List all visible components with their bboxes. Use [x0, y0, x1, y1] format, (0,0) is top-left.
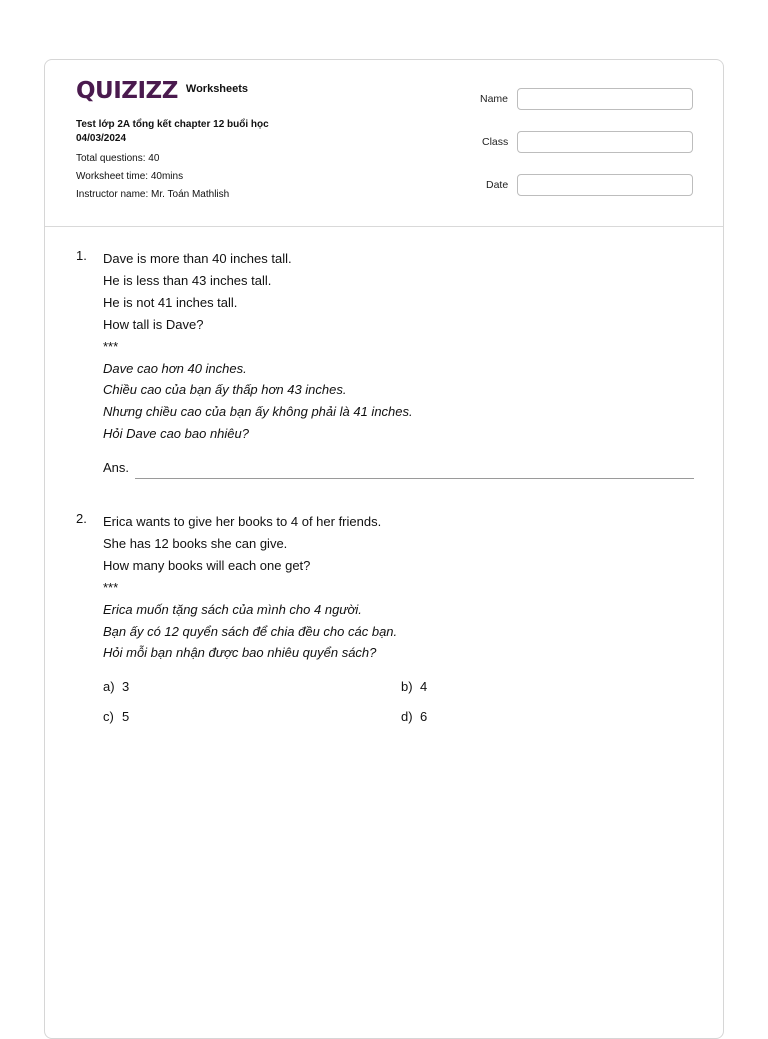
answer-line[interactable] [135, 478, 694, 479]
date-field[interactable] [517, 174, 693, 196]
question-line-vi: Nhưng chiều cao của bạn ấy không phải là 41 inches. [103, 404, 413, 420]
logo-wordmark: QUIZIZZ [76, 78, 178, 104]
question-line: How tall is Dave? [103, 316, 204, 332]
option-a[interactable] [103, 679, 129, 694]
option-value: 5 [122, 709, 130, 724]
question-text [103, 248, 413, 445]
option-b[interactable] [401, 679, 427, 694]
name-label: Name [480, 93, 509, 105]
question-line: He is not 41 inches tall. [103, 294, 238, 310]
separator-stars: *** [103, 579, 119, 595]
worksheet-meta [76, 118, 269, 204]
worksheet-time: Worksheet time: 40mins [76, 171, 184, 182]
instructor-name: Instructor name: Mr. Toán Mathlish [76, 189, 230, 200]
worksheet-title-line2: 04/03/2024 [76, 133, 127, 144]
quizizz-logo [76, 78, 248, 104]
answer-label: Ans. [103, 460, 130, 475]
option-value: 6 [420, 709, 428, 724]
option-key: c) [103, 709, 114, 724]
worksheet-title-line1: Test lớp 2A tổng kết chapter 12 buổi học [76, 119, 269, 130]
date-label: Date [486, 179, 509, 191]
option-key: b) [401, 679, 413, 694]
worksheet-header [45, 60, 723, 227]
question-number: 1. [76, 248, 87, 263]
question-line: How many books will each one get? [103, 557, 311, 573]
option-c[interactable] [103, 709, 129, 724]
worksheet-page [44, 59, 724, 1039]
worksheet-title [76, 118, 269, 146]
name-field[interactable] [517, 88, 693, 110]
question-line-vi: Bạn ấy có 12 quyển sách để chia đều cho các bạn. [103, 623, 398, 639]
question-line: He is less than 43 inches tall. [103, 272, 272, 288]
total-questions: Total questions: 40 [76, 153, 160, 164]
question-line-vi: Dave cao hơn 40 inches. [103, 360, 247, 376]
option-value: 4 [420, 679, 428, 694]
question-line-vi: Erica muốn tặng sách của mình cho 4 người. [103, 601, 362, 617]
option-key: a) [103, 679, 115, 694]
question-line-vi: Chiều cao của bạn ấy thấp hơn 43 inches. [103, 382, 347, 398]
option-value: 3 [122, 679, 130, 694]
option-key: d) [401, 709, 413, 724]
option-d[interactable] [401, 709, 427, 724]
class-label: Class [482, 136, 509, 148]
class-field[interactable] [517, 131, 693, 153]
question-line: She has 12 books she can give. [103, 535, 288, 551]
question-line: Dave is more than 40 inches tall. [103, 251, 292, 266]
question-line-vi: Hỏi mỗi bạn nhận được bao nhiêu quyển sách? [103, 645, 377, 661]
question-text [103, 511, 397, 664]
question-line-vi: Hỏi Dave cao bao nhiêu? [103, 426, 249, 442]
question-line: Erica wants to give her books to 4 of her friends. [103, 514, 382, 529]
logo-subtitle: Worksheets [185, 83, 249, 95]
question-number: 2. [76, 511, 87, 526]
separator-stars: *** [103, 338, 119, 354]
